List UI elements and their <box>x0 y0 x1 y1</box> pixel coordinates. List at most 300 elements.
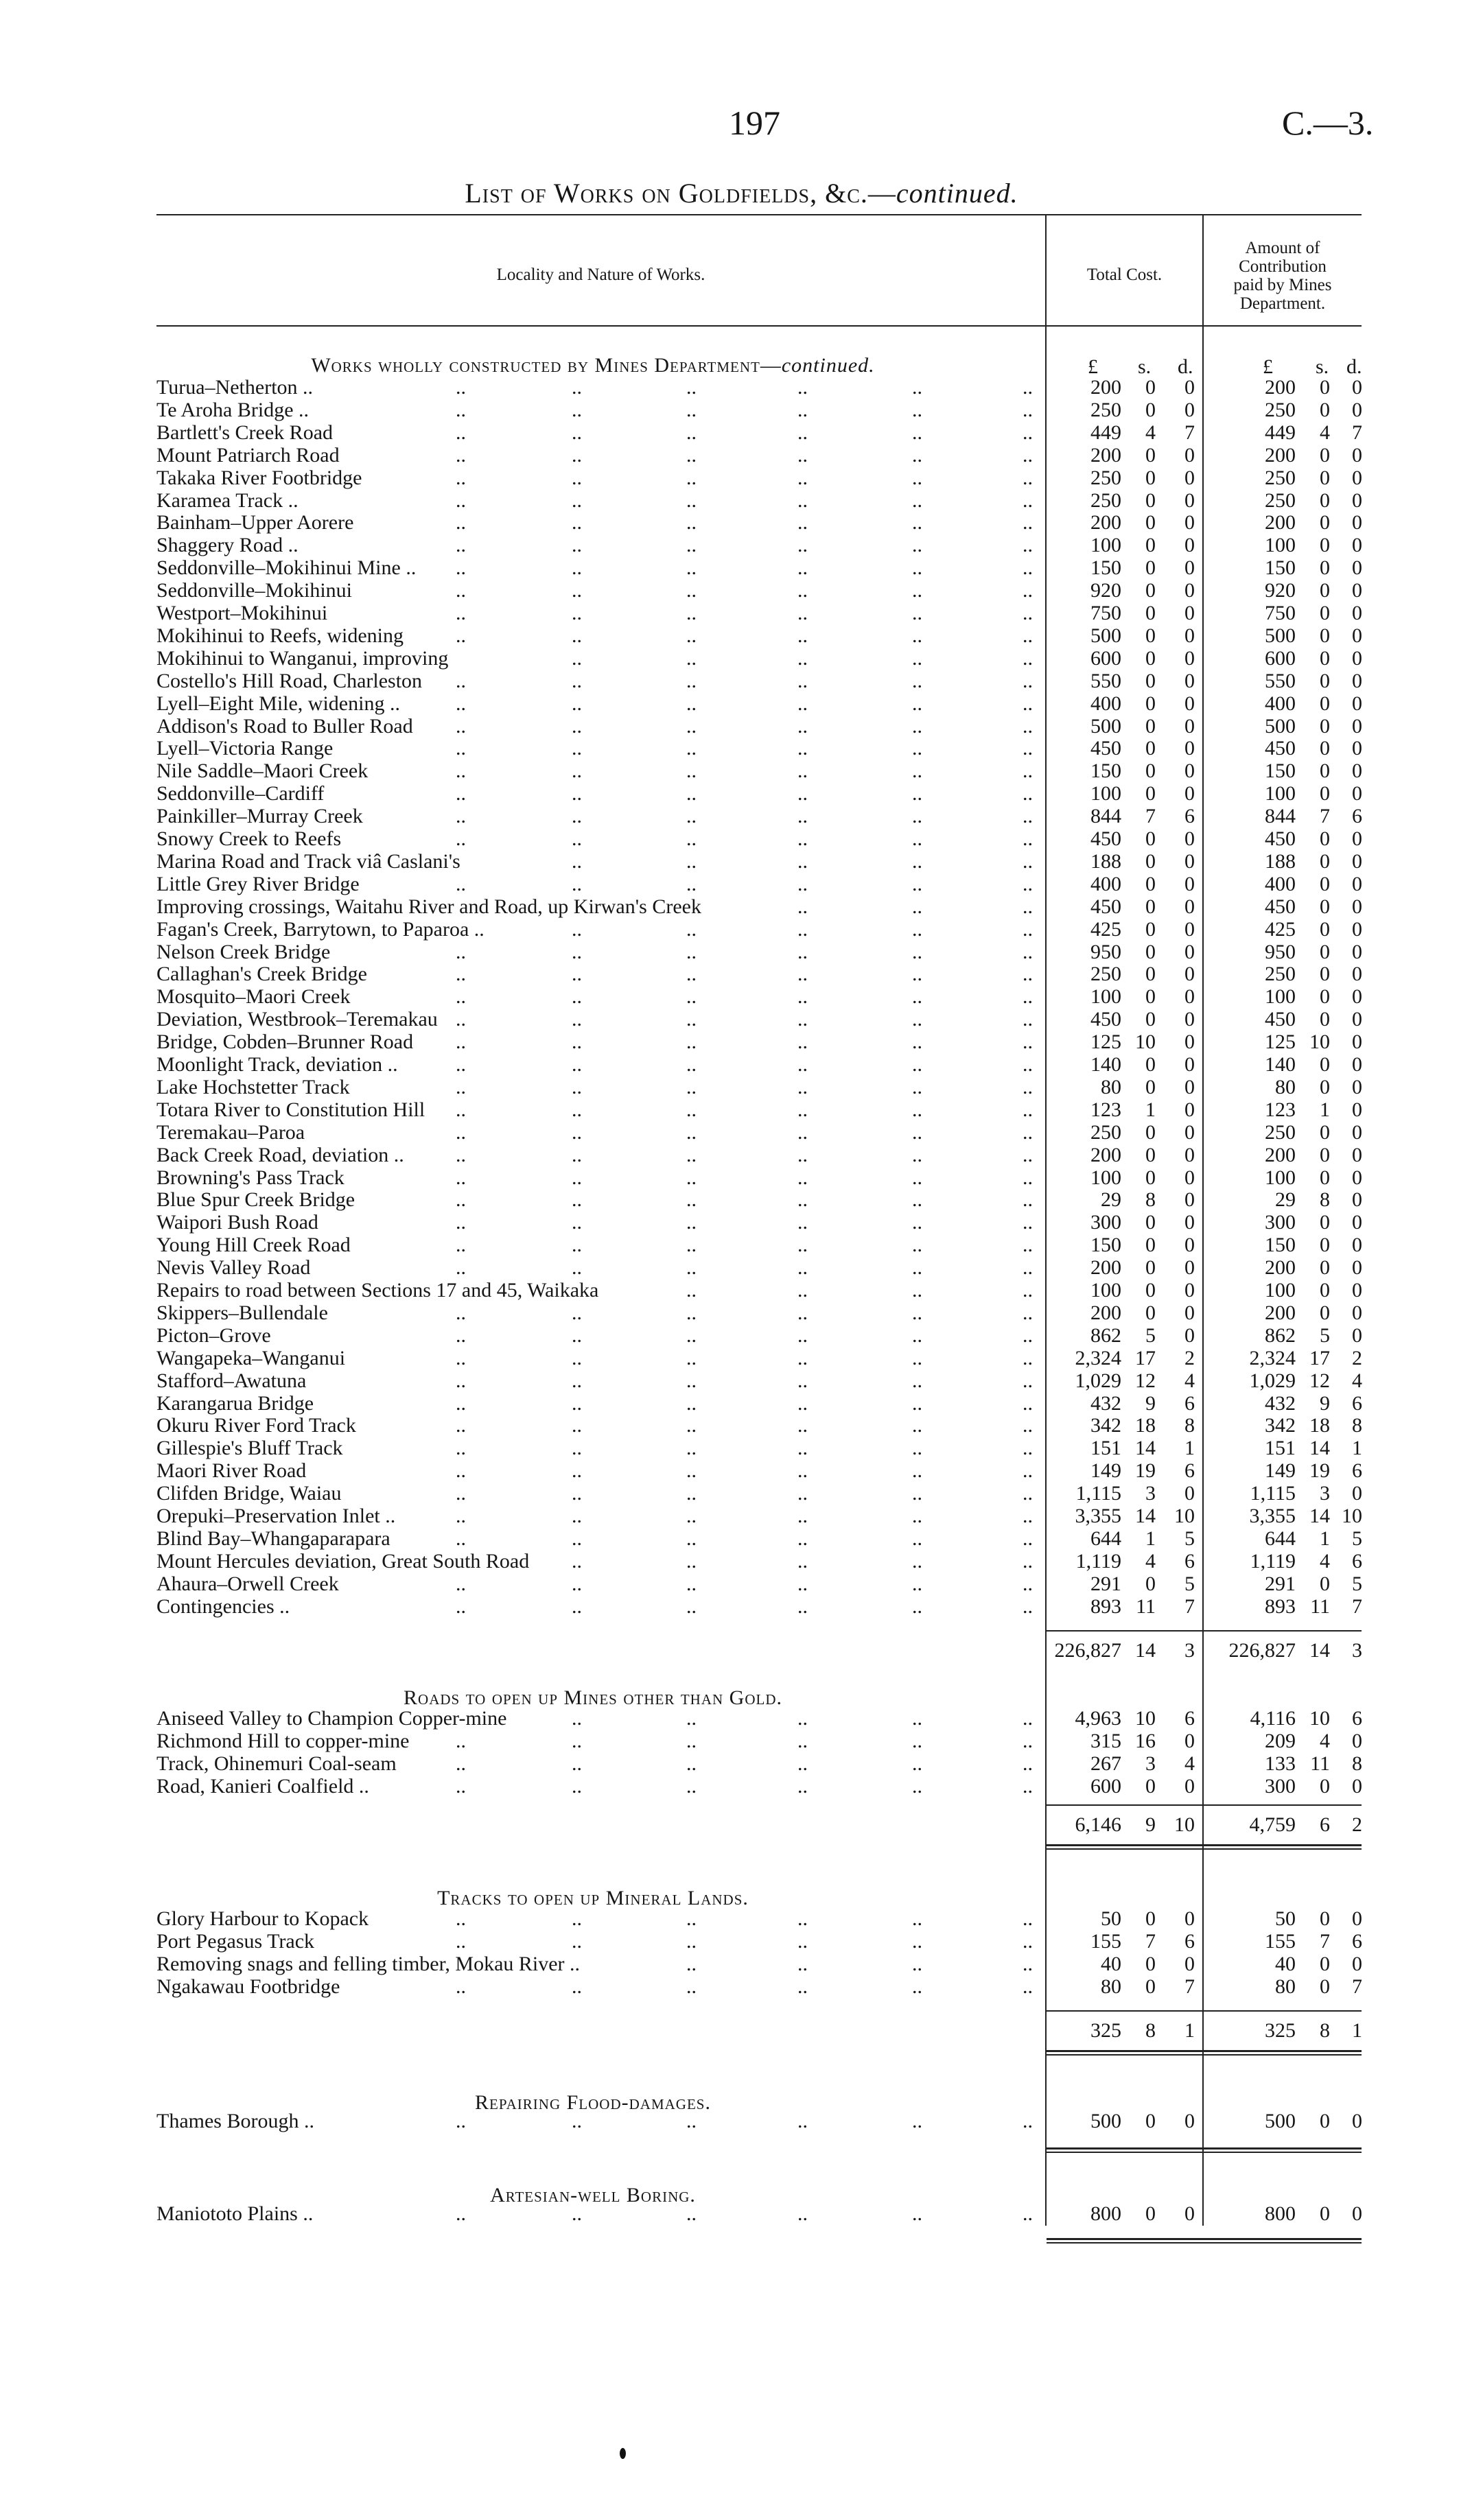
contribution-pounds: 100 <box>1265 782 1296 805</box>
work-name: Painkiller–Murray Creek <box>156 805 363 828</box>
leader-dots: .. <box>1023 602 1033 624</box>
leader-dots: .. <box>797 1459 808 1483</box>
leader-dots: .. <box>1023 1256 1033 1280</box>
work-name: Moonlight Track, deviation .. <box>156 1053 398 1076</box>
section-heading <box>156 354 1029 377</box>
total-cost-pence: 2 <box>1184 1346 1195 1369</box>
leader-dots: .. <box>912 511 922 534</box>
contribution-shillings: 0 <box>1320 737 1330 760</box>
table-row <box>0 827 1483 850</box>
work-name: Shaggery Road .. <box>156 534 299 557</box>
contribution-shillings: 18 <box>1309 1414 1330 1437</box>
total-cost-pence: 0 <box>1184 714 1195 738</box>
total-cost-shillings: 10 <box>1135 1031 1156 1054</box>
leader-dots: .. <box>797 1279 808 1302</box>
total-cost-pounds: 315 <box>1090 1729 1121 1752</box>
leader-dots: .. <box>686 985 697 1009</box>
contribution-pounds: 151 <box>1265 1437 1296 1460</box>
total-cost-shillings: 0 <box>1145 827 1156 850</box>
total-cost-pence: 0 <box>1184 872 1195 895</box>
contribution-pounds: 250 <box>1265 963 1296 986</box>
contribution-shillings: 0 <box>1320 872 1330 895</box>
leader-dots: .. <box>456 985 466 1009</box>
leader-dots: .. <box>912 1549 922 1573</box>
total-cost-pounds: 140 <box>1090 1053 1121 1076</box>
contribution-shillings: 19 <box>1309 1459 1330 1483</box>
total-cost-shillings: 0 <box>1145 759 1156 783</box>
leader-dots: .. <box>572 985 582 1009</box>
total-cost-shillings: 0 <box>1145 714 1156 738</box>
leader-dots: .. <box>572 1459 582 1483</box>
total-cost-pence: 8 <box>1184 1414 1195 1437</box>
table-row <box>0 1053 1483 1076</box>
leader-dots: .. <box>572 1234 582 1257</box>
contribution-shillings: 4 <box>1320 1729 1330 1752</box>
leader-dots: .. <box>797 579 808 602</box>
leader-dots: .. <box>686 2110 697 2132</box>
leader-dots: .. <box>1023 1166 1033 1189</box>
total-cost-pence: 0 <box>1184 488 1195 512</box>
leader-dots: .. <box>572 1907 582 1930</box>
contribution-pounds: 644 <box>1265 1527 1296 1550</box>
leader-dots: .. <box>456 782 466 805</box>
total-cost-pence: 0 <box>1184 827 1195 850</box>
contribution-pence: 0 <box>1352 1211 1362 1234</box>
leader-dots: .. <box>456 1572 466 1595</box>
total-cost-pence: 0 <box>1184 669 1195 692</box>
leader-dots: .. <box>797 1549 808 1573</box>
contribution-pence: 0 <box>1352 1729 1362 1752</box>
leader-dots: .. <box>572 488 582 512</box>
total-cost-pounds: 4,963 <box>1075 1707 1121 1730</box>
contribution-pounds: 750 <box>1265 602 1296 624</box>
contribution-pounds: 920 <box>1265 579 1296 602</box>
total-cost-pence: 0 <box>1184 511 1195 534</box>
leader-dots: .. <box>686 872 697 895</box>
work-name: Mount Patriarch Road <box>156 443 340 467</box>
total-cost-pounds: 3,355 <box>1075 1505 1121 1527</box>
contribution-shillings: 14 <box>1309 1437 1330 1460</box>
work-name: Orepuki–Preservation Inlet .. <box>156 1505 396 1527</box>
subtotal-double-rule <box>1047 2054 1362 2056</box>
leader-dots: .. <box>1023 1414 1033 1437</box>
table-row <box>0 1930 1483 1953</box>
contribution-pence: 0 <box>1352 579 1362 602</box>
leader-dots: .. <box>797 1075 808 1098</box>
leader-dots: .. <box>797 1369 808 1392</box>
table-row <box>0 1234 1483 1256</box>
table-row <box>0 1076 1483 1098</box>
leader-dots: .. <box>912 1729 922 1752</box>
leader-dots: .. <box>686 1279 697 1302</box>
contribution-shillings: 0 <box>1320 1211 1330 1234</box>
table-row <box>0 985 1483 1008</box>
leader-dots: .. <box>456 737 466 760</box>
leader-dots: .. <box>572 466 582 489</box>
total-cost-pounds: 432 <box>1090 1391 1121 1415</box>
table-row <box>0 1459 1483 1482</box>
total-cost-pence: 0 <box>1184 737 1195 760</box>
total-cost-pounds: 600 <box>1090 1774 1121 1798</box>
leader-dots: .. <box>456 1188 466 1212</box>
leader-dots: .. <box>572 376 582 399</box>
leader-dots: .. <box>572 602 582 624</box>
total-cost-pounds: 449 <box>1090 421 1121 444</box>
contribution-pence: 6 <box>1352 805 1362 828</box>
leader-dots: .. <box>456 1234 466 1257</box>
contribution-shillings: 0 <box>1320 669 1330 692</box>
contribution-pounds: 500 <box>1265 624 1296 647</box>
leader-dots: .. <box>797 1437 808 1460</box>
leader-dots: .. <box>572 827 582 850</box>
contribution-pounds: 500 <box>1265 714 1296 738</box>
leader-dots: .. <box>686 1975 697 1998</box>
contribution-pence: 0 <box>1352 488 1362 512</box>
leader-dots: .. <box>686 1211 697 1234</box>
total-cost-pounds: 1,115 <box>1075 1482 1121 1505</box>
column-header-locality: Locality and Nature of Works. <box>496 266 705 284</box>
subtotal-contribution-pounds: 226,827 <box>1228 1639 1296 1662</box>
leader-dots: .. <box>572 692 582 715</box>
contribution-pence: 2 <box>1352 1346 1362 1369</box>
contribution-header-line: Department. <box>1239 294 1326 313</box>
total-cost-pence: 0 <box>1184 1211 1195 1234</box>
total-cost-pounds: 920 <box>1090 579 1121 602</box>
leader-dots: .. <box>572 1549 582 1573</box>
total-cost-pence: 6 <box>1184 1459 1195 1483</box>
leader-dots: .. <box>1023 1707 1033 1730</box>
contribution-pounds: 450 <box>1265 1008 1296 1031</box>
total-cost-pounds: 1,029 <box>1075 1369 1121 1392</box>
total-cost-pounds: 425 <box>1090 917 1121 941</box>
unit-shillings: s. <box>1138 355 1152 378</box>
leader-dots: .. <box>1023 376 1033 399</box>
contribution-pence: 5 <box>1352 1572 1362 1595</box>
leader-dots: .. <box>456 1505 466 1527</box>
section-heading-continued: continued. <box>781 354 875 377</box>
leader-dots: .. <box>572 398 582 421</box>
leader-dots: .. <box>686 1256 697 1280</box>
leader-dots: .. <box>912 1527 922 1550</box>
table-row <box>0 850 1483 873</box>
leader-dots: .. <box>1023 1482 1033 1505</box>
contribution-shillings: 0 <box>1320 1256 1330 1280</box>
contribution-pounds: 3,355 <box>1249 1505 1296 1527</box>
total-cost-pence: 0 <box>1184 849 1195 873</box>
total-cost-pounds: 150 <box>1090 759 1121 783</box>
subtotal-rule <box>1047 2010 1362 2012</box>
leader-dots: .. <box>912 1279 922 1302</box>
total-cost-shillings: 3 <box>1145 1752 1156 1775</box>
leader-dots: .. <box>912 1459 922 1483</box>
subtotal-total-shillings: 14 <box>1135 1639 1156 1662</box>
leader-dots: .. <box>1023 1774 1033 1798</box>
leader-dots: .. <box>686 827 697 850</box>
leader-dots: .. <box>912 421 922 444</box>
contribution-shillings: 0 <box>1320 849 1330 873</box>
leader-dots: .. <box>686 1031 697 1054</box>
total-cost-pounds: 123 <box>1090 1098 1121 1121</box>
contribution-pence: 0 <box>1352 985 1362 1009</box>
leader-dots: .. <box>912 2202 922 2225</box>
contribution-pence: 0 <box>1352 1143 1362 1166</box>
leader-dots: .. <box>572 872 582 895</box>
contribution-shillings: 0 <box>1320 624 1330 647</box>
total-cost-shillings: 0 <box>1145 917 1156 941</box>
leader-dots: .. <box>456 1031 466 1054</box>
total-cost-pounds: 950 <box>1090 940 1121 963</box>
contribution-pounds: 342 <box>1265 1414 1296 1437</box>
title-main: List of Works on Goldfields, &c.— <box>465 178 896 209</box>
leader-dots: .. <box>1023 2110 1033 2132</box>
leader-dots: .. <box>572 421 582 444</box>
leader-dots: .. <box>797 759 808 783</box>
total-cost-shillings: 18 <box>1135 1414 1156 1437</box>
contribution-pence: 0 <box>1352 1907 1362 1930</box>
contribution-pence: 0 <box>1352 714 1362 738</box>
leader-dots: .. <box>1023 556 1033 580</box>
total-cost-pounds: 862 <box>1090 1323 1121 1347</box>
contribution-pence: 0 <box>1352 1166 1362 1189</box>
leader-dots: .. <box>686 1098 697 1121</box>
contribution-pence: 0 <box>1352 940 1362 963</box>
leader-dots: .. <box>912 443 922 467</box>
leader-dots: .. <box>686 1527 697 1550</box>
leader-dots: .. <box>456 443 466 467</box>
table-row <box>0 1031 1483 1053</box>
leader-dots: .. <box>1023 1527 1033 1550</box>
leader-dots: .. <box>572 849 582 873</box>
table-row <box>0 782 1483 805</box>
contribution-pounds: 200 <box>1265 443 1296 467</box>
contribution-pounds: 123 <box>1265 1098 1296 1121</box>
total-cost-pounds: 149 <box>1090 1459 1121 1483</box>
contribution-shillings: 0 <box>1320 1143 1330 1166</box>
contribution-shillings: 7 <box>1320 805 1330 828</box>
total-cost-pounds: 450 <box>1090 737 1121 760</box>
work-name: Mokihinui to Reefs, widening <box>156 624 404 647</box>
total-cost-pounds: 844 <box>1090 805 1121 828</box>
total-cost-shillings: 0 <box>1145 963 1156 986</box>
total-cost-pounds: 450 <box>1090 827 1121 850</box>
table-row <box>0 1256 1483 1279</box>
contribution-pence: 0 <box>1352 376 1362 399</box>
leader-dots: .. <box>912 1234 922 1257</box>
column-header-total: Total Cost. <box>1086 266 1163 284</box>
leader-dots: .. <box>797 1323 808 1347</box>
table-row <box>0 1302 1483 1324</box>
leader-dots: .. <box>456 1256 466 1280</box>
contribution-pence: 0 <box>1352 1952 1362 1975</box>
leader-dots: .. <box>686 1301 697 1324</box>
leader-dots: .. <box>1023 1053 1033 1076</box>
leader-dots: .. <box>1023 917 1033 941</box>
leader-dots: .. <box>1023 759 1033 783</box>
leader-dots: .. <box>797 1527 808 1550</box>
contribution-shillings: 7 <box>1320 1929 1330 1953</box>
leader-dots: .. <box>797 1256 808 1280</box>
leader-dots: .. <box>1023 1907 1033 1930</box>
total-cost-shillings: 3 <box>1145 1482 1156 1505</box>
total-cost-pounds: 450 <box>1090 895 1121 918</box>
contribution-pounds: 450 <box>1265 895 1296 918</box>
leader-dots: .. <box>456 488 466 512</box>
leader-dots: .. <box>686 1053 697 1076</box>
table-row <box>0 895 1483 918</box>
leader-dots: .. <box>912 782 922 805</box>
leader-dots: .. <box>456 669 466 692</box>
work-name: Road, Kanieri Coalfield .. <box>156 1774 369 1798</box>
contribution-shillings: 10 <box>1309 1031 1330 1054</box>
total-cost-pounds: 151 <box>1090 1437 1121 1460</box>
total-cost-pounds: 893 <box>1090 1594 1121 1618</box>
contribution-pounds: 200 <box>1265 1143 1296 1166</box>
contribution-shillings: 0 <box>1320 1120 1330 1144</box>
total-cost-pounds: 100 <box>1090 1166 1121 1189</box>
contribution-pence: 0 <box>1352 1774 1362 1798</box>
leader-dots: .. <box>686 466 697 489</box>
total-cost-pounds: 100 <box>1090 1279 1121 1302</box>
work-name: Seddonville–Mokihinui <box>156 579 352 602</box>
work-name: Okuru River Ford Track <box>156 1414 356 1437</box>
column-header-contribution <box>1204 239 1362 313</box>
leader-dots: .. <box>456 1459 466 1483</box>
leader-dots: .. <box>797 624 808 647</box>
unit-pence: d. <box>1178 355 1193 378</box>
contribution-pounds: 2,324 <box>1249 1346 1296 1369</box>
work-name: Blue Spur Creek Bridge <box>156 1188 355 1212</box>
leader-dots: .. <box>797 421 808 444</box>
leader-dots: .. <box>572 1437 582 1460</box>
total-cost-shillings: 9 <box>1145 1391 1156 1415</box>
contribution-pounds: 291 <box>1265 1572 1296 1595</box>
contribution-shillings: 11 <box>1310 1594 1330 1618</box>
leader-dots: .. <box>572 511 582 534</box>
contribution-pence: 8 <box>1352 1752 1362 1775</box>
leader-dots: .. <box>1023 511 1033 534</box>
contribution-pounds: 200 <box>1265 511 1296 534</box>
total-cost-pounds: 200 <box>1090 376 1121 399</box>
work-name: Westport–Mokihinui <box>156 602 328 624</box>
leader-dots: .. <box>797 1120 808 1144</box>
leader-dots: .. <box>797 985 808 1009</box>
contribution-pounds: 450 <box>1265 827 1296 850</box>
leader-dots: .. <box>456 2110 466 2132</box>
work-name: Nile Saddle–Maori Creek <box>156 759 369 783</box>
leader-dots: .. <box>686 398 697 421</box>
leader-dots: .. <box>686 1188 697 1212</box>
contribution-pounds: 200 <box>1265 1256 1296 1280</box>
leader-dots: .. <box>797 1166 808 1189</box>
leader-dots: .. <box>797 1098 808 1121</box>
leader-dots: .. <box>572 2202 582 2225</box>
total-cost-pence: 0 <box>1184 1774 1195 1798</box>
contribution-shillings: 10 <box>1309 1707 1330 1730</box>
leader-dots: .. <box>456 466 466 489</box>
table-row <box>0 737 1483 759</box>
contribution-shillings: 9 <box>1320 1391 1330 1415</box>
contribution-pence: 10 <box>1342 1505 1362 1527</box>
total-cost-pounds: 800 <box>1090 2202 1121 2225</box>
total-cost-shillings: 0 <box>1145 737 1156 760</box>
table-row <box>0 579 1483 602</box>
total-double-rule <box>1047 2147 1362 2150</box>
leader-dots: .. <box>572 1301 582 1324</box>
leader-dots: .. <box>797 963 808 986</box>
subtotal-contribution-pence: 1 <box>1352 2019 1362 2042</box>
leader-dots: .. <box>1023 421 1033 444</box>
work-name: Fagan's Creek, Barrytown, to Paparoa .. <box>156 917 484 941</box>
contribution-pence: 0 <box>1352 602 1362 624</box>
total-cost-pence: 0 <box>1184 1053 1195 1076</box>
contribution-pounds: 40 <box>1275 1952 1296 1975</box>
contribution-shillings: 0 <box>1320 917 1330 941</box>
total-cost-shillings: 0 <box>1145 1952 1156 1975</box>
leader-dots: .. <box>1023 1729 1033 1752</box>
contribution-shillings: 0 <box>1320 1907 1330 1930</box>
contribution-pounds: 200 <box>1265 376 1296 399</box>
total-cost-pence: 0 <box>1184 1279 1195 1302</box>
total-cost-shillings: 0 <box>1145 2110 1156 2132</box>
leader-dots: .. <box>572 759 582 783</box>
table-row <box>0 692 1483 715</box>
leader-dots: .. <box>797 1752 808 1775</box>
contribution-pounds: 1,115 <box>1250 1482 1296 1505</box>
total-cost-pounds: 400 <box>1090 872 1121 895</box>
leader-dots: .. <box>456 1120 466 1144</box>
subtotal-total-pounds: 6,146 <box>1075 1813 1121 1836</box>
leader-dots: .. <box>1023 1505 1033 1527</box>
contribution-pence: 7 <box>1352 1594 1362 1618</box>
total-cost-pence: 0 <box>1184 985 1195 1009</box>
contribution-shillings: 0 <box>1320 1952 1330 1975</box>
work-name: Thames Borough .. <box>156 2110 314 2132</box>
contribution-pounds: 844 <box>1265 805 1296 828</box>
work-name: Port Pegasus Track <box>156 1929 315 1953</box>
contribution-pence: 0 <box>1352 849 1362 873</box>
leader-dots: .. <box>456 1391 466 1415</box>
table-row <box>0 1595 1483 1618</box>
leader-dots: .. <box>797 827 808 850</box>
leader-dots: .. <box>912 1075 922 1098</box>
leader-dots: .. <box>1023 963 1033 986</box>
leader-dots: .. <box>912 1594 922 1618</box>
table-row <box>0 511 1483 534</box>
table-row <box>0 670 1483 692</box>
table-row <box>0 1550 1483 1573</box>
table-row <box>0 759 1483 782</box>
leader-dots: .. <box>572 737 582 760</box>
leader-dots: .. <box>797 1774 808 1798</box>
leader-dots: .. <box>572 1211 582 1234</box>
leader-dots: .. <box>797 1729 808 1752</box>
total-cost-pence: 6 <box>1184 805 1195 828</box>
leader-dots: .. <box>456 1975 466 1998</box>
total-cost-shillings: 14 <box>1135 1505 1156 1527</box>
leader-dots: .. <box>912 488 922 512</box>
leader-dots: .. <box>912 1098 922 1121</box>
total-cost-shillings: 16 <box>1135 1729 1156 1752</box>
total-cost-shillings: 7 <box>1145 1929 1156 1953</box>
work-name: Mokihinui to Wanganui, improving <box>156 646 449 670</box>
leader-dots: .. <box>1023 443 1033 467</box>
leader-dots: .. <box>1023 782 1033 805</box>
table-row <box>0 1347 1483 1369</box>
total-cost-pounds: 250 <box>1090 398 1121 421</box>
total-cost-shillings: 0 <box>1145 488 1156 512</box>
leader-dots: .. <box>797 805 808 828</box>
total-cost-pounds: 600 <box>1090 646 1121 670</box>
